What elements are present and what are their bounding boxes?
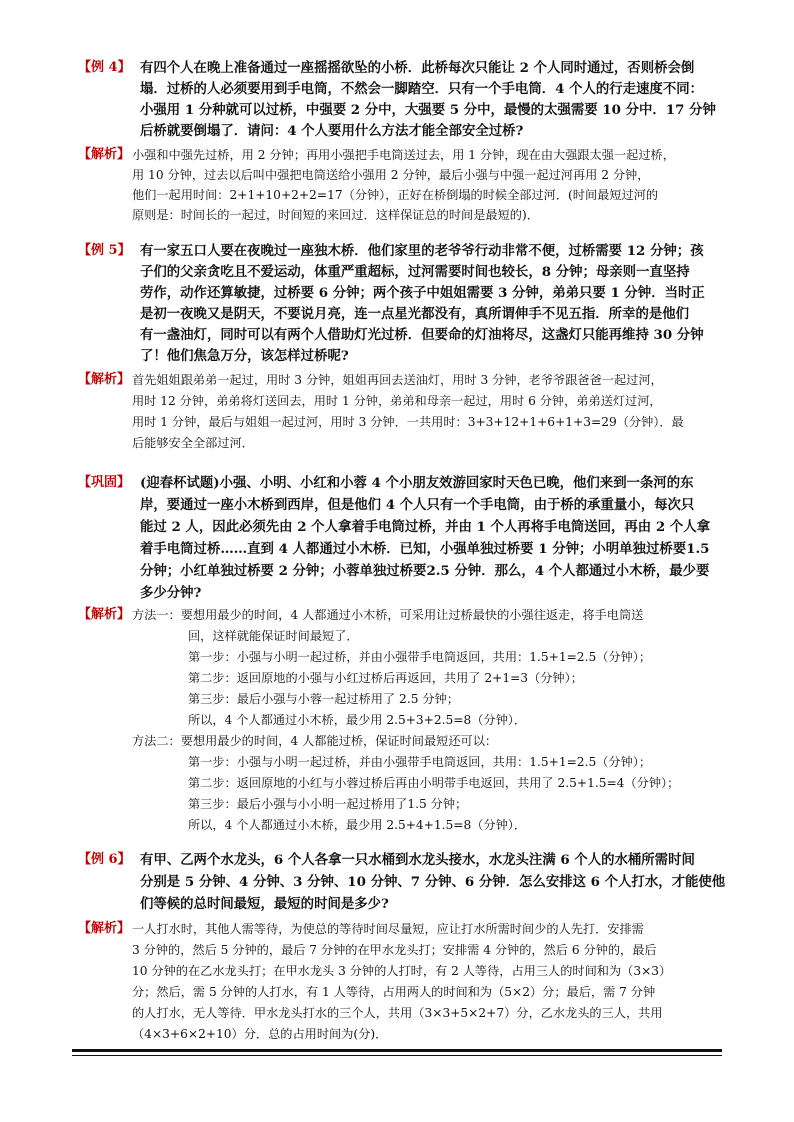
consolidation-analysis-line: 回，这样就能保证时间最短了． [188, 629, 359, 643]
example-6-analysis-line: 一人打水时，其他人需等待，为使总的等待时间尽量短，应让打水所需时间少的人先打．安排需 [132, 922, 644, 936]
consolidation-analysis-line: 第二步：返回原地的小强与小红过桥后再返回，共用了 2+1=3（分钟）； [188, 671, 583, 685]
example-4-analysis-line: 原则是：时间长的一起过，时间短的来回过．这样保证总的时间是最短的)． [132, 208, 539, 222]
example-6-analysis-line: 3 分钟的，然后 5 分钟的，最后 7 分钟的在甲水龙头打；安排需 4 分钟的，然后 6 分钟的，最后 [132, 943, 657, 957]
example-4-analysis-tag: 【解析】 [78, 147, 131, 162]
example-6-question-line: 有甲、乙两个水龙头，6 个人各拿一只水桶到水龙头接水，水龙头注满 6 个人的水桶所需时间 [140, 852, 695, 868]
example-6-question-line: 分别是 5 分钟、4 分钟、3 分钟、10 分钟、7 分钟、6 分钟．怎么安排这 6 个人打水，才能使他 [140, 874, 726, 890]
example-4-analysis-line: 他们一起用时间：2+1+10+2+2=17（分钟），正好在桥倒塌的时候全部过河．(时间最短过河的 [132, 188, 659, 202]
example-4-analysis-line: 用 10 分钟，过去以后叫中强把电筒送给小强用 2 分钟，最后小强与中强一起过河再用 2 分钟， [132, 168, 650, 182]
footer-rule-thick [72, 1049, 722, 1052]
consolidation-question-line: (迎春杯试题)小强、小明、小红和小蓉 4 个小朋友效游回家时天色已晚，他们来到一条河的东 [140, 475, 694, 491]
example-5-question-line: 劳作，动作还算敏捷，过桥要 6 分钟；两个孩子中姐姐需要 3 分钟，弟弟只要 1 分钟．当时正 [140, 285, 705, 301]
consolidation-analysis-line: 方法二：要想用最少的时间，4 人都能过桥，保证时间最短还可以： [132, 734, 498, 748]
example-5-analysis-line: 用时 1 分钟，最后与姐姐一起过河，用时 3 分钟．一共用时：3+3+12+1+6+1+3=29（分钟）．最 [132, 415, 684, 429]
example-5-question-line: 了！他们焦急万分，该怎样过桥呢? [140, 348, 349, 364]
example-4-question-line: 塌．过桥的人必须要用到手电筒，不然会一脚踏空．只有一个手电筒．4 个人的行走速度不同： [140, 81, 703, 97]
footer-rule-thin [72, 1055, 722, 1056]
consolidation-analysis-line: 方法一：要想用最少的时间，4 人都通过小木桥，可采用让过桥最快的小强往返走，将手电筒送 [132, 608, 644, 622]
example-4-question-line: 有四个人在晚上准备通过一座摇摇欲坠的小桥．此桥每次只能让 2 个人同时通过，否则桥会倒 [140, 60, 695, 76]
example-4-analysis-line: 小强和中强先过桥，用 2 分钟；再用小强把手电筒送过去，用 1 分钟，现在由大强跟太强一起过桥， [132, 148, 675, 162]
consolidation-analysis-line: 所以，4 个人都通过小木桥，最少用 2.5+4+1.5=8（分钟）． [188, 818, 527, 832]
example-5-analysis-line: 首先姐姐跟弟弟一起过，用时 3 分钟，姐姐再回去送油灯，用时 3 分钟，老爷爷跟爸爸一起过河， [132, 373, 663, 387]
example-5-analysis-line: 用时 12 分钟，弟弟将灯送回去，用时 1 分钟，弟弟和母亲一起过，用时 6 分钟，弟弟送灯过河， [132, 394, 662, 408]
example-5-tag: 【例 5】 [78, 243, 131, 258]
consolidation-analysis-line: 所以，4 个人都通过小木桥，最少用 2.5+3+2.5=8（分钟）． [188, 713, 527, 727]
example-5-analysis-tag: 【解析】 [78, 372, 131, 387]
example-6-analysis-tag: 【解析】 [78, 921, 131, 936]
example-6-tag: 【例 6】 [78, 852, 131, 867]
consolidation-question-line: 能过 2 人，因此必须先由 2 个人拿着手电筒过桥，并由 1 个人再将手电筒送回，再由 2 个人拿 [140, 519, 711, 535]
example-6-analysis-line: 分；然后，需 5 分钟的人打水，有 1 人等待，占用两人的时间和为（5×2）分；最后，需 7 分钟 [132, 985, 656, 999]
example-5-question-line: 子们的父亲贪吃且不爱运动，体重严重超标，过河需要时间也较长，8 分钟；母亲则一直坚持 [140, 264, 690, 280]
example-4-question-line: 后桥就要倒塌了．请问：4 个人要用什么方法才能全部安全过桥? [140, 123, 524, 139]
consolidation-question-line: 岸，要通过一座小木桥到西岸，但是他们 4 个人只有一个手电筒，由于桥的承重量小，每次只 [140, 497, 695, 513]
consolidation-tag: 【巩固】 [78, 475, 131, 490]
consolidation-analysis-line: 第一步：小强与小明一起过桥，并由小强带手电筒返回，共用：1.5+1=2.5（分钟）； [188, 755, 652, 769]
example-6-analysis-line: 的人打水，无人等待．甲水龙头打水的三个人，共用（3×3+5×2+7）分，乙水龙头的三人，共用 [132, 1006, 663, 1020]
example-6-question-line: 们等候的总时间最短，最短的时间是多少? [140, 896, 389, 912]
consolidation-analysis-line: 第三步：最后小强与小蓉一起过桥用了 2.5 分钟； [188, 692, 459, 706]
example-6-analysis-line: （4×3+6×2+10）分．总的占用时间为(分)． [132, 1027, 388, 1041]
consolidation-question-line: 多少分钟? [140, 585, 202, 601]
example-4-question-line: 小强用 1 分种就可以过桥，中强要 2 分中，大强要 5 分中，最慢的太强需要 10 分中．17 分钟 [140, 102, 716, 118]
example-5-question-line: 是初一夜晚又是阴天，不要说月亮，连一点星光都没有，真所谓伸手不见五指．所幸的是他们 [140, 306, 690, 322]
consolidation-analysis-tag: 【解析】 [78, 607, 131, 622]
example-6-analysis-line: 10 分钟的在乙水龙头打；在甲水龙头 3 分钟的人打时，有 2 人等待，占用三人的时间和为（3×3） [132, 964, 672, 978]
consolidation-analysis-line: 第一步：小强与小明一起过桥，并由小强带手电筒返回，共用：1.5+1=2.5（分钟）； [188, 650, 652, 664]
example-5-analysis-line: 后能够安全全部过河． [132, 436, 254, 450]
consolidation-question-line: 分钟；小红单独过桥要 2 分钟；小蓉单独过桥要2.5 分钟．那么，4 个人都通过小木桥，最少要 [140, 563, 710, 579]
example-5-question-line: 有一盏油灯，同时可以有两个人借助灯光过桥．但要命的灯油将尽，这盏灯只能再维持 30 分钟 [140, 327, 704, 343]
consolidation-question-line: 着手电筒过桥……直到 4 人都通过小木桥．已知，小强单独过桥要 1 分钟；小明单独过桥要1.5 [140, 541, 710, 557]
example-4-tag: 【例 4】 [78, 60, 131, 75]
example-5-question-line: 有一家五口人要在夜晚过一座独木桥．他们家里的老爷爷行动非常不便，过桥需要 12 分钟；孩 [140, 243, 704, 259]
consolidation-analysis-line: 第三步：最后小强与小小明一起过桥用了1.5 分钟； [188, 797, 468, 811]
consolidation-analysis-line: 第二步：返回原地的小红与小蓉过桥后再由小明带手电返回，共用了 2.5+1.5=4（分钟）； [188, 776, 680, 790]
